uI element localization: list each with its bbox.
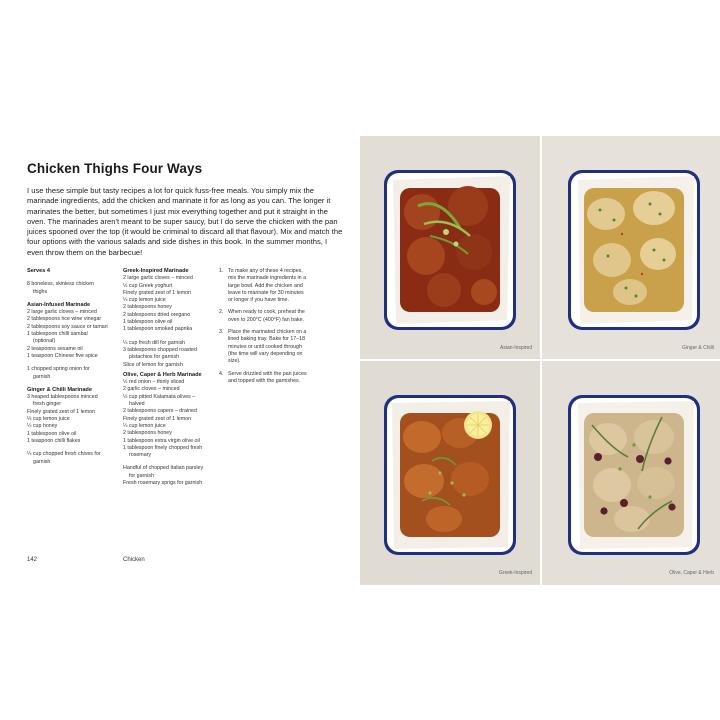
photo-ginger-chilli [542,136,720,359]
page-title: Chicken Thighs Four Ways [27,161,203,176]
ingredient-line: ½ cup pitted Kalamata olives – [123,393,196,400]
ingredient-line: 2 tablespoons honey [123,304,172,311]
ingredient-line: 2 garlic cloves – minced [123,386,180,393]
ingredient-line: ¼ cup fresh dill for garnish [123,339,186,346]
photo-greek-inspired [360,361,540,584]
photo-caption: Ginger & Chilli [682,345,714,351]
ingredient-line: 2 large garlic cloves – minced [27,309,97,316]
ginger-marinade-heading: Ginger & Chilli Marinade [27,386,92,393]
photo-olive-caper-herb [542,361,720,584]
ingredient-line: 1 teaspoon Chinese five spice [27,352,98,359]
ingredient-line: Handful of chopped Italian parsley [123,465,204,472]
ingredient-line: 2 teaspoons sesame oil [27,345,83,352]
method-step [219,329,309,365]
ingredient-line: ½ cup Greek yoghurt [123,282,173,289]
right-page [360,0,720,720]
ingredient-line: Finely grated zest of 1 lemon [123,289,192,296]
section-name: Chicken [123,557,145,563]
ingredient-line: 2 tablespoons dried oregano [123,311,191,318]
photo-divider-horizontal [360,359,720,361]
olive-marinade-heading: Olive, Caper & Herb Marinade [123,371,202,378]
step-text: When ready to cook, preheat the oven to 200°C (400°F) fan bake. [228,309,305,323]
intro-paragraph: I use these simple but tasty recipes a lot for quick fuss-free meals. You simply mix the marinade ingredients, add the chicken and marinate it for as long as you can. The longer it marinates the better, but sometimes I just mix everything together and put it straight in the oven. The marinades aren't meant to be super saucy, but I do serve the chicken with the pan juices spooned over the top (it would be criminal to discard all that flavour). Mix and match the four options with the various salads and side dishes in this book. In the summer months, I even throw them on the barbecue! [27,186,343,257]
ingredient-line: ¼ cup lemon juice [123,297,166,304]
ingredient-line: 2 tablespoons honey [123,430,172,437]
ingredient-line: 1 tablespoon chilli sambal [27,331,88,338]
photo-asian-inspired [360,136,540,359]
ingredient-line: ¼ cup lemon juice [123,422,166,429]
ingredient-line: 2 tablespoons soy sauce or tamari [27,323,108,330]
ingredient-line: ½ red onion – thinly sliced [123,379,185,386]
serves-label: Serves 4 [27,268,51,274]
method-step [219,309,309,324]
ingredient-line: 1 teaspoon chilli flakes [27,437,81,444]
ingredient-line: 3 tablespoons chopped roasted [123,346,197,353]
step-number: 2. [219,309,224,316]
step-number: 3. [219,329,224,336]
photo-caption: Asian-Inspired [500,345,532,351]
step-text: Serve drizzled with the pan juices and topped with the garnishes. [228,370,307,384]
ingredient-line: 1 tablespoon olive oil [27,430,77,437]
ingredient-line: Fresh rosemary sprigs for garnish [123,480,203,487]
ingredient-line: rosemary [129,452,152,459]
photo-grid [360,136,720,585]
ingredient-line: (optional) [33,338,56,345]
method-step [219,371,309,386]
method-column [219,268,309,390]
ingredient-line: 1 chopped spring onion for [27,366,90,373]
ingredients-column-1 [27,268,117,466]
ingredient-line: ¼ cup honey [27,423,58,430]
ingredient-line: ⅓ cup lemon juice [27,416,70,423]
asian-marinade-heading: Asian-Infused Marinade [27,301,91,308]
ingredient-line: for garnish [129,472,155,479]
ingredient-line: 3 heaped tablespoons minced [27,394,98,401]
ingredient-line: 2 tablespoons rice wine vinegar [27,316,102,323]
photo-caption: Olive, Caper & Herb [669,570,714,576]
ingredient-line: 2 tablespoons capers – drained [123,408,197,415]
step-text: Place the marinated chicken on a lined baking tray. Bake for 17–18 minutes or until cooked through (the time will vary depending on size). [228,329,307,365]
step-text: To make any of these 4 recipes, mix the marinade ingredients in a large bowl. Add the chicken and leave to marinate for 30 minutes or longer if you have time. [228,268,307,304]
ingredient-line: Slice of lemon for garnish [123,361,183,368]
ingredient-line: 2 large garlic cloves – minced [123,275,193,282]
step-number: 1. [219,268,224,274]
photo-caption: Greek-Inspired [498,570,532,576]
ingredient-line: garnish [33,373,51,380]
ingredient-line: ¼ cup chopped fresh chives for [27,451,101,458]
method-step [219,268,309,304]
ingredient-line: 1 tablespoon olive oil [123,319,173,326]
ingredient-line: Finely grated zest of 1 lemon [123,415,192,422]
step-number: 4. [219,370,224,377]
ingredient-line: 8 boneless, skinless chicken [27,281,94,288]
page-number: 142 [27,557,38,563]
ingredient-line: thighs [33,288,48,295]
ingredient-line: halved [129,401,145,408]
ingredients-column-2 [123,268,213,487]
ingredient-line: Finely grated zest of 1 lemon [27,408,96,415]
ingredient-line: 1 tablespoon finely chopped fresh [123,444,203,451]
ingredient-line: pistachios for garnish [129,354,180,361]
ingredient-line: garnish [33,458,51,465]
ingredient-line: 1 tablespoon extra virgin olive oil [123,437,200,444]
greek-marinade-heading: Greek-Inspired Marinade [123,268,189,274]
ingredient-line: 1 tablespoon smoked paprika [123,326,193,333]
ingredient-line: fresh ginger [33,401,61,408]
